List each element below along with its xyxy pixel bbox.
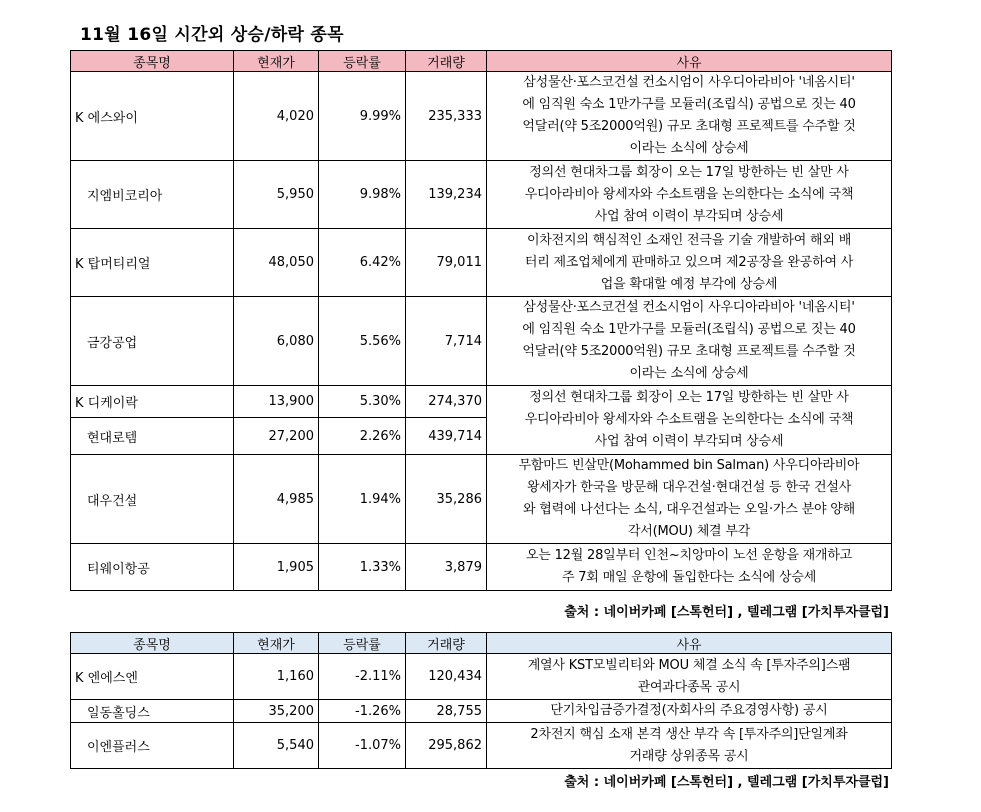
stock-reason [487,723,892,769]
stock-price: 48,050 [234,229,319,297]
stock-reason [487,72,892,161]
stock-change: 9.98% [319,161,406,229]
reason-line: 주 7회 매일 운항에 돌입한다는 소식에 상승세 [561,570,817,585]
table-row [71,161,892,229]
reason-line: 와 협력에 나선다는 소식, 대우건설과는 오일·가스 분야 양해 [523,502,855,517]
stock-price: 1,160 [234,654,319,700]
stock-volume: 7,714 [406,297,487,386]
stock-volume: 120,434 [406,654,487,700]
stock-price: 27,200 [234,418,319,455]
reason-line: 계열사 KST모빌리티와 MOU 체결 소식 속 [투자주의]스팸 [527,657,851,673]
stock-change: 1.94% [319,455,406,544]
reason-line: 왕세자가 한국을 방문해 대우건설·현대건설 등 한국 건설사 [526,480,852,495]
reason-line: 우디아라비아 왕세자와 수소트램을 논의한다는 소식에 국책 [524,412,854,427]
header-volume: 거래량 [406,633,487,654]
stock-reason [487,544,892,591]
reason-line: 단기차입금증가결정(자회사의 주요경영사항) 공시 [550,703,828,718]
header-price: 현재가 [234,633,319,654]
stock-volume: 235,333 [406,72,487,161]
stock-change: 6.42% [319,229,406,297]
reason-line: 이차전지의 핵심적인 소재인 전극을 기술 개발하여 해외 배 [526,232,852,248]
reason-line: 삼성물산·포스코건설 컨소시엄이 사우디아라비아 '네옴시티' [523,300,855,315]
reason-line: 각서(MOU) 체결 부각 [627,524,751,539]
table-row [71,544,892,591]
stock-reason [487,455,892,544]
reason-line: 2차전지 핵심 소재 본격 생산 부각 속 [투자주의]단일계좌 [530,726,848,742]
stock-price: 4,985 [234,455,319,544]
stock-price: 1,905 [234,544,319,591]
stock-price: 4,020 [234,72,319,161]
stock-name: K 엔에스엔 [71,654,234,700]
falling-stocks-table [70,632,892,769]
reason-line: 터리 제조업체에게 판매하고 있으며 제2공장을 완공하여 사 [524,254,854,270]
table-row [71,700,892,723]
reason-line: 거래량 상위종목 공시 [629,748,749,764]
table-row [71,72,892,161]
table-row [71,455,892,544]
stock-volume: 79,011 [406,229,487,297]
stock-name: K 디케이락 [71,386,234,418]
table-row [71,723,892,769]
stock-price: 35,200 [234,700,319,723]
stock-name: 일동홀딩스 [71,700,234,723]
table-header-row [71,51,892,72]
reason-line: 억달러(약 5조2000억원) 규모 초대형 프로젝트를 수주할 것 [522,344,856,359]
stock-price: 13,900 [234,386,319,418]
stock-reason [487,654,892,700]
table-row [71,386,892,418]
reason-line: 에 임직원 숙소 1만가구를 모듈러(조립식) 공법으로 짓는 40 [522,322,856,337]
stock-volume: 28,755 [406,700,487,723]
reason-line: 무함마드 빈살만(Mohammed bin Salman) 사우디아라비아 [518,458,860,473]
stock-volume: 274,370 [406,386,487,418]
stock-price: 5,540 [234,723,319,769]
stock-change: 5.56% [319,297,406,386]
stock-name: 금강공업 [71,297,234,386]
stock-name: 이엔플러스 [71,723,234,769]
reason-line: 억달러(약 5조2000억원) 규모 초대형 프로젝트를 수주할 것 [522,119,856,134]
stock-volume: 295,862 [406,723,487,769]
stock-change: -2.11% [319,654,406,700]
stock-change: 9.99% [319,72,406,161]
reason-line: 정의선 현대차그룹 회장이 오는 17일 방한하는 빈 살만 사 [529,390,849,405]
stock-name: 현대로템 [71,418,234,455]
source-credit: 출처 : 네이버카페 [스톡헌터] , 텔레그램 [가치투자클럽] [564,775,889,790]
reason-line: 이라는 소식에 상승세 [629,366,749,381]
table-header-row [71,633,892,654]
header-change: 등락률 [319,51,406,72]
stock-change: 5.30% [319,386,406,418]
stock-reason [487,229,892,297]
header-name: 종목명 [71,51,234,72]
stock-name: 티웨이항공 [71,544,234,591]
stock-change: 2.26% [319,418,406,455]
stock-volume: 139,234 [406,161,487,229]
reason-line: 관여과다종목 공시 [637,679,741,695]
stock-change: -1.26% [319,700,406,723]
stock-reason [487,161,892,229]
stock-reason [487,386,892,455]
reason-line: 오는 12월 28일부터 인천~치앙마이 노선 운항을 재개하고 [525,548,853,563]
stock-change: -1.07% [319,723,406,769]
table-row [71,654,892,700]
stock-reason [487,700,892,723]
header-reason: 사유 [487,51,892,72]
stock-name: K 에스와이 [71,72,234,161]
reason-line: 우디아라비아 왕세자와 수소트램을 논의한다는 소식에 국책 [524,186,854,202]
header-volume: 거래량 [406,51,487,72]
stock-name: K 탑머티리얼 [71,229,234,297]
stock-price: 5,950 [234,161,319,229]
stock-name: 지엠비코리아 [71,161,234,229]
stock-change: 1.33% [319,544,406,591]
stock-volume: 35,286 [406,455,487,544]
reason-line: 이라는 소식에 상승세 [629,141,749,156]
page-title: 11월 16일 시간외 상승/하락 종목 [80,25,344,45]
reason-line: 에 임직원 숙소 1만가구를 모듈러(조립식) 공법으로 짓는 40 [522,97,856,112]
header-name: 종목명 [71,633,234,654]
table-row [71,229,892,297]
reason-line: 정의선 현대차그룹 회장이 오는 17일 방한하는 빈 살만 사 [529,164,849,180]
stock-reason [487,297,892,386]
stock-volume: 439,714 [406,418,487,455]
rising-stocks-table [70,50,892,591]
stock-volume: 3,879 [406,544,487,591]
header-change: 등락률 [319,633,406,654]
reason-line: 업을 확대할 예정 부각에 상승세 [600,276,778,292]
header-price: 현재가 [234,51,319,72]
source-credit: 출처 : 네이버카페 [스톡헌터] , 텔레그램 [가치투자클럽] [564,605,889,620]
header-reason: 사유 [487,633,892,654]
reason-line: 삼성물산·포스코건설 컨소시엄이 사우디아라비아 '네옴시티' [523,75,855,90]
stock-price: 6,080 [234,297,319,386]
reason-line: 사업 참여 이력이 부각되며 상승세 [594,434,784,449]
table-row [71,297,892,386]
reason-line: 사업 참여 이력이 부각되며 상승세 [594,208,784,224]
stock-name: 대우건설 [71,455,234,544]
